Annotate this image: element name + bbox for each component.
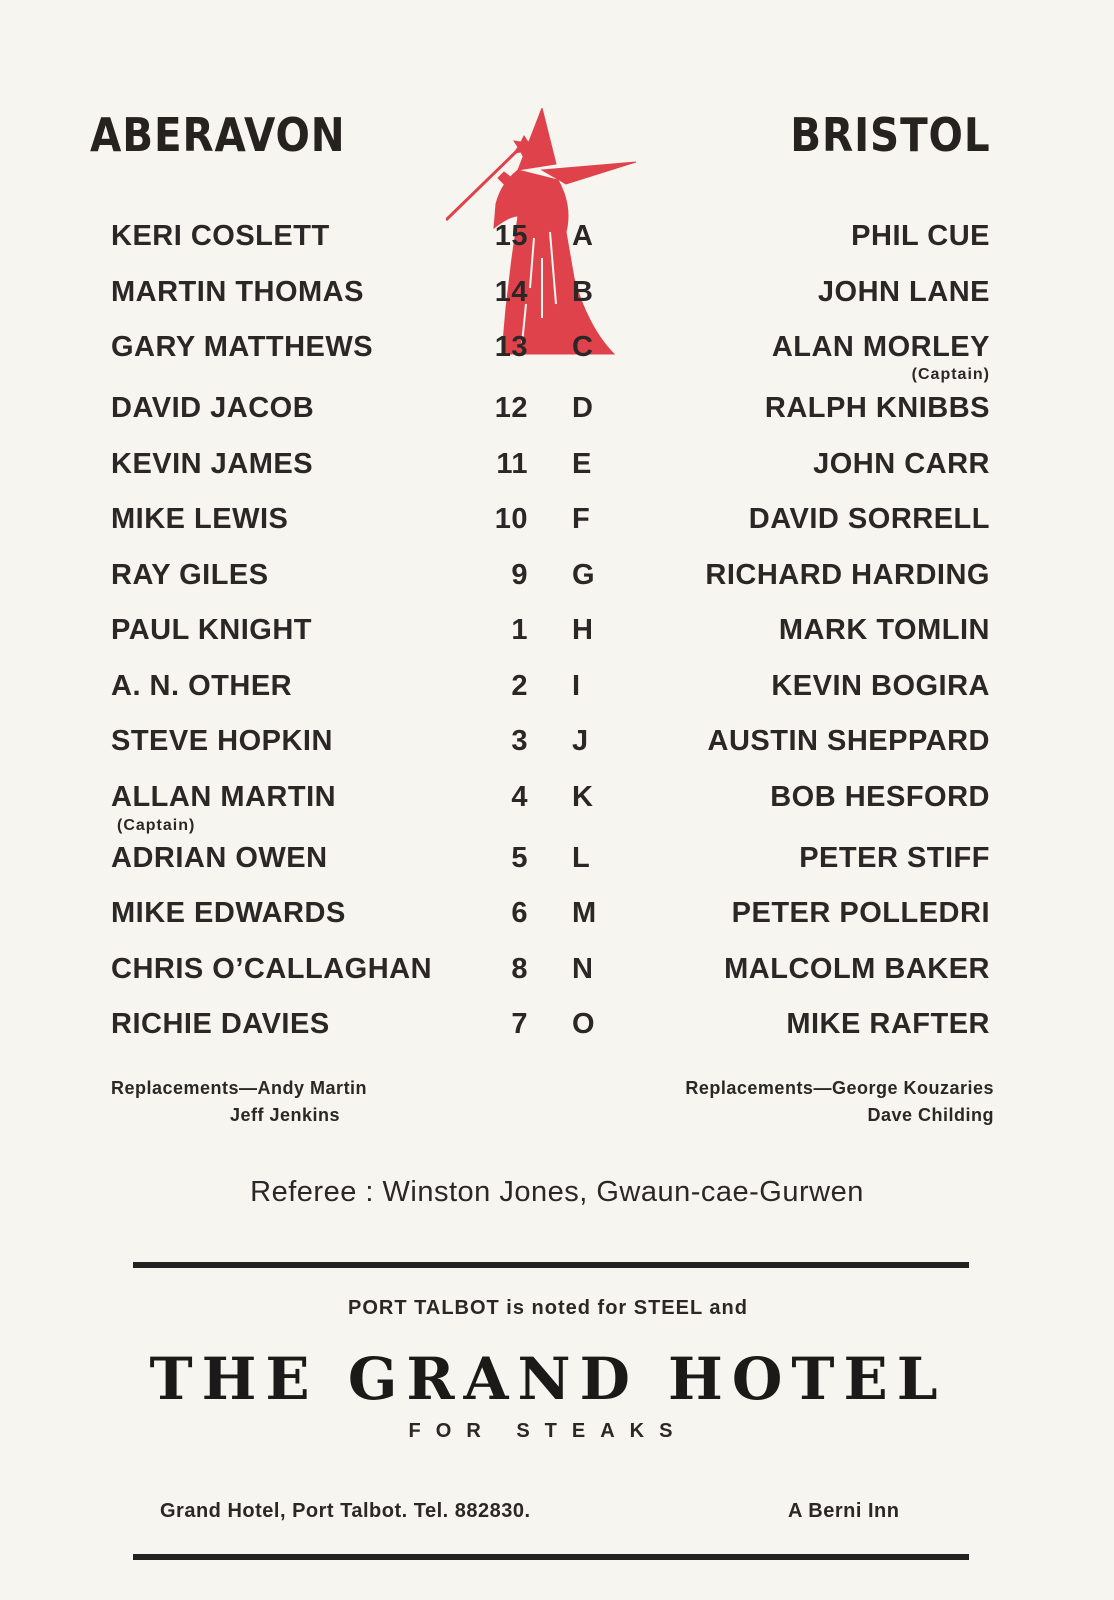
away-jersey-letter: D [572, 392, 594, 424]
lineup-row [0, 448, 1114, 488]
away-jersey-letter: N [572, 953, 594, 985]
lineup-row [0, 1008, 1114, 1048]
home-player-name: MARTIN THOMAS [111, 276, 364, 308]
lineup-row [0, 503, 1114, 543]
home-player-name: RAY GILES [111, 559, 269, 591]
home-jersey-number: 11 [496, 448, 528, 480]
away-jersey-letter: F [572, 503, 591, 535]
away-team-title: BRISTOL [790, 108, 991, 162]
away-jersey-letter: A [572, 220, 594, 252]
home-player-name: STEVE HOPKIN [111, 725, 333, 757]
home-player-name: GARY MATTHEWS [111, 331, 374, 363]
away-player-name: JOHN CARR [813, 448, 990, 480]
home-jersey-number: 12 [494, 392, 528, 424]
home-captain-note: (Captain) [117, 817, 196, 834]
hotel-name: THE GRAND HOTEL [149, 1345, 947, 1413]
away-jersey-letter: J [572, 725, 589, 757]
hotel-brand: A Berni Inn [788, 1500, 900, 1522]
away-jersey-letter: K [572, 781, 594, 813]
away-player-name: PETER STIFF [799, 842, 990, 874]
lineup-row [0, 614, 1114, 654]
advert-tagline: FOR STEAKS [408, 1420, 688, 1442]
home-jersey-number: 6 [511, 897, 528, 929]
home-player-name: RICHIE DAVIES [111, 1008, 330, 1040]
divider-bottom [133, 1554, 969, 1560]
home-player-name: MIKE LEWIS [111, 503, 289, 535]
away-jersey-letter: M [572, 897, 597, 929]
home-player-name: PAUL KNIGHT [111, 614, 312, 646]
home-player-name: A. N. OTHER [111, 670, 293, 702]
divider-top [133, 1262, 969, 1268]
home-jersey-number: 5 [511, 842, 528, 874]
home-jersey-number: 10 [494, 503, 528, 535]
home-jersey-number: 8 [511, 953, 528, 985]
lineup-row [0, 392, 1114, 432]
lineup-row [0, 670, 1114, 710]
lineup-row [0, 725, 1114, 765]
away-player-name: RICHARD HARDING [705, 559, 990, 591]
away-replacements: Replacements—George Kouzaries [685, 1078, 994, 1098]
home-player-name: KERI COSLETT [111, 220, 330, 252]
away-jersey-letter: G [572, 559, 596, 591]
away-jersey-letter: I [572, 670, 581, 702]
lineup-row [0, 897, 1114, 937]
away-jersey-letter: B [572, 276, 594, 308]
away-player-name: MARK TOMLIN [778, 614, 990, 646]
away-player-name: JOHN LANE [817, 276, 990, 308]
home-jersey-number: 1 [511, 614, 528, 646]
away-jersey-letter: C [572, 331, 594, 363]
home-jersey-number: 2 [511, 670, 528, 702]
lineup-row [0, 842, 1114, 882]
home-player-name: ADRIAN OWEN [111, 842, 328, 874]
away-player-name: MIKE RAFTER [786, 1008, 990, 1040]
home-player-name: MIKE EDWARDS [111, 897, 346, 929]
away-player-name: BOB HESFORD [770, 781, 990, 813]
hotel-address: Grand Hotel, Port Talbot. Tel. 882830. [160, 1500, 531, 1522]
away-jersey-letter: E [572, 448, 592, 480]
lineup-row [0, 559, 1114, 599]
away-jersey-letter: H [572, 614, 594, 646]
away-player-name: PHIL CUE [851, 220, 990, 252]
home-player-name: DAVID JACOB [111, 392, 315, 424]
away-jersey-letter: O [572, 1008, 596, 1040]
home-jersey-number: 9 [511, 559, 528, 591]
home-jersey-number: 13 [494, 331, 528, 363]
home-jersey-number: 3 [511, 725, 528, 757]
lineup-row [0, 781, 1114, 821]
home-jersey-number: 14 [494, 276, 528, 308]
referee-line: Referee : Winston Jones, Gwaun-cae-Gurwen [250, 1176, 864, 1208]
home-player-name: ALLAN MARTIN [111, 781, 337, 813]
away-player-name: ALAN MORLEY [771, 331, 990, 363]
away-player-name: KEVIN BOGIRA [771, 670, 990, 702]
away-captain-note: (Captain) [911, 366, 990, 383]
away-jersey-letter: L [572, 842, 591, 874]
home-replacements-2: Jeff Jenkins [230, 1105, 341, 1125]
home-player-name: CHRIS O’CALLAGHAN [111, 953, 433, 985]
home-replacements: Replacements—Andy Martin [111, 1078, 368, 1098]
advert-intro: PORT TALBOT is noted for STEEL and [348, 1297, 748, 1319]
away-player-name: PETER POLLEDRI [731, 897, 990, 929]
away-replacements-2: Dave Childing [867, 1105, 994, 1125]
lineup-row [0, 331, 1114, 371]
away-player-name: DAVID SORRELL [748, 503, 990, 535]
home-jersey-number: 15 [494, 220, 528, 252]
lineup-row [0, 220, 1114, 260]
lineup-row [0, 276, 1114, 316]
away-player-name: MALCOLM BAKER [724, 953, 990, 985]
lineup-row [0, 953, 1114, 993]
home-jersey-number: 7 [511, 1008, 528, 1040]
home-jersey-number: 4 [511, 781, 528, 813]
away-player-name: RALPH KNIBBS [764, 392, 990, 424]
home-team-title: ABERAVON [90, 108, 346, 162]
away-player-name: AUSTIN SHEPPARD [707, 725, 990, 757]
home-player-name: KEVIN JAMES [111, 448, 314, 480]
